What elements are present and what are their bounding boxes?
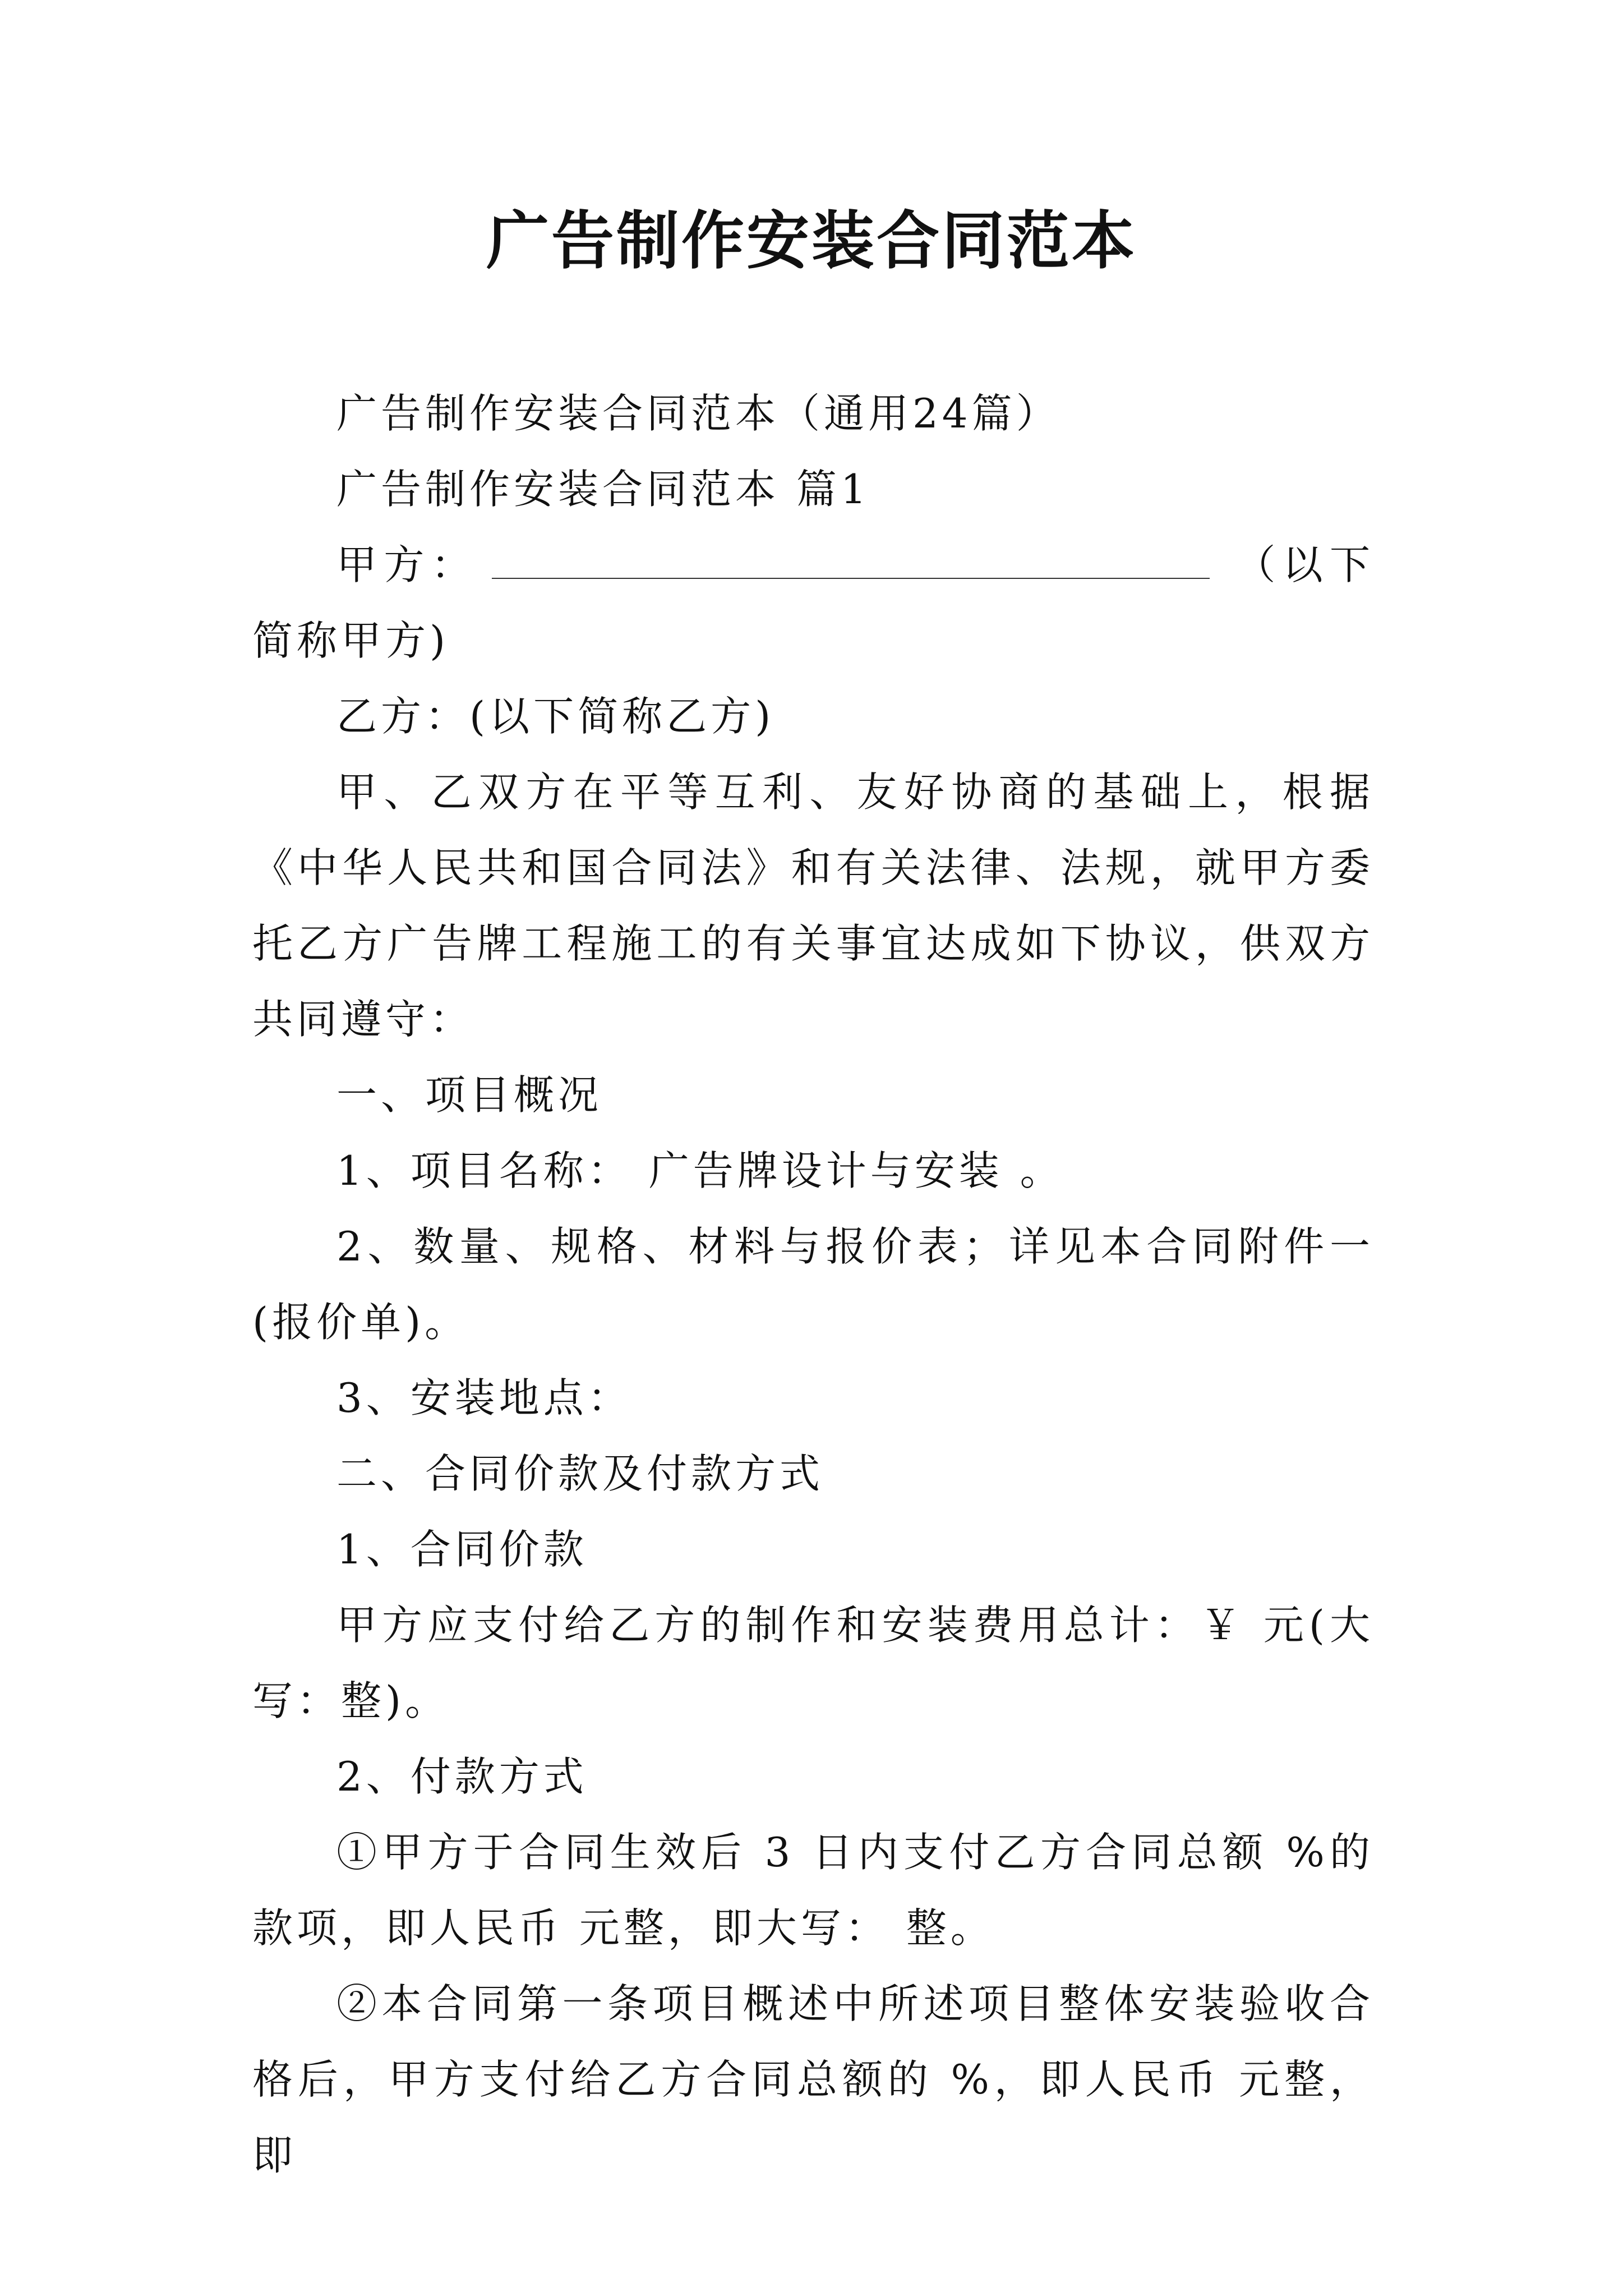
document-body [252,376,1374,2193]
payment-clause-1: ①甲方于合同生效后 3 日内支付乙方合同总额 %的款项，即人民币 元整，即大写： 整。 [252,1829,1374,1952]
section-2-title: 二、合同价款及付款方式 [336,1450,824,1497]
party-a-suffix: （以下简称甲方) [252,541,1374,664]
section-heading: 广告制作安装合同范本 篇1 [336,466,870,513]
item-1-2: 2、数量、规格、材料与报价表；详见本合同附件一(报价单)。 [252,1223,1374,1346]
payment-clause-2: ②本合同第一条项目概述中所述项目整体安装验收合格后，甲方支付给乙方合同总额的 %，即人民币 元整，即 [252,1980,1374,2179]
item-2-2: 2、付款方式 [336,1753,588,1800]
item-1-3: 3、安装地点： [336,1374,632,1421]
party-b-line: 乙方：(以下简称乙方) [336,693,775,740]
party-a-label: 甲方： [336,541,478,588]
section-1-title: 一、项目概况 [336,1071,603,1119]
item-1-1: 1、项目名称： 广告牌设计与安装 。 [336,1147,1064,1194]
item-2-1: 1、合同价款 [336,1526,588,1573]
preamble-paragraph: 甲、乙双方在平等互利、友好协商的基础上，根据《中华人民共和国合同法》和有关法律、法规，就甲方委托乙方广告牌工程施工的有关事宜达成如下协议，供双方共同遵守： [252,769,1374,1043]
page-title: 广告制作安装合同范本 [486,204,1137,278]
subtitle-line: 广告制作安装合同范本（通用24篇） [336,390,1061,437]
party-a-blank-field [492,541,1210,579]
party-a-line [252,527,1374,679]
item-2-1-text: 甲方应支付给乙方的制作和安装费用总计：￥ 元(大写：整)。 [252,1602,1374,1724]
